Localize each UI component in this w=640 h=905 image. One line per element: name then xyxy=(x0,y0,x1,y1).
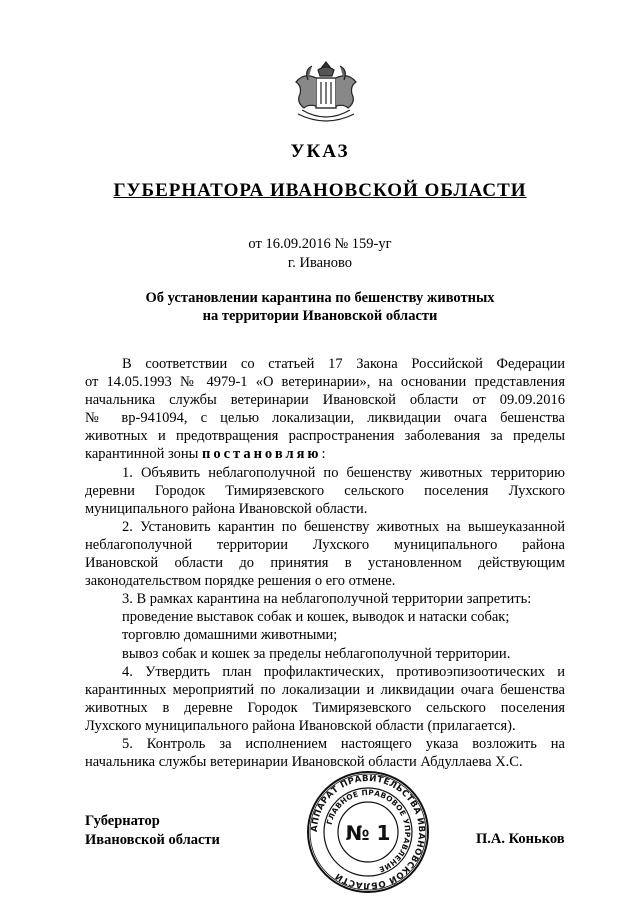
signatory-position xyxy=(85,812,220,850)
item-2-line: 2. Установить карантин по бешенству животных на вышеуказанной xyxy=(122,518,565,535)
document-city: г. Иваново xyxy=(287,255,353,271)
document-issuer: ГУБЕРНАТОРА ИВАНОВСКОЙ ОБЛАСТИ xyxy=(113,180,527,201)
preamble-line xyxy=(85,445,565,463)
item-4-line: животных в деревне Городок Тимирязевского сельского поселения xyxy=(85,699,565,716)
item-4-line: 4. Утвердить план профилактических, противоэпизоотических и xyxy=(122,663,565,680)
item-3-line: торговлю домашними животными; xyxy=(122,627,338,644)
preamble-colon: : xyxy=(321,446,326,463)
item-5-line: 5. Контроль за исполнением настоящего указа возложить на xyxy=(122,735,565,752)
item-3-line: 3. В рамках карантина на неблагополучной территории запретить: xyxy=(122,591,532,608)
document-date-number: от 16.09.2016 № 159-уг xyxy=(248,236,392,252)
item-3-line: проведение выставок собак и кошек, выводок и натаски собак; xyxy=(122,609,510,626)
signatory-region: Ивановской области xyxy=(85,832,220,848)
signatory-name: П.А. Коньков xyxy=(476,831,565,847)
stamp-inner-text: ГЛАВНОЕ ПРАВОВОЕ УПРАВЛЕНИЕ xyxy=(324,787,413,875)
preamble-line: от 14.05.1993 № 4979-1 «О ветеринарии», на основании представления xyxy=(85,374,565,391)
preamble-text: карантинной зоны xyxy=(85,446,202,463)
item-1-line: муниципального района Ивановской области. xyxy=(85,500,368,517)
official-stamp xyxy=(306,770,430,894)
preamble-line: животных и предотвращения распространения заболевания за пределы xyxy=(85,428,565,445)
item-3-line: вывоз собак и кошек за пределы неблагополучной территории. xyxy=(122,645,511,662)
item-1-line: 1. Объявить неблагополучной по бешенству животных территорию xyxy=(122,464,565,481)
subject-line: Об установлении карантина по бешенству животных xyxy=(145,290,495,306)
preamble-line: начальника службы ветеринарии Ивановской области от 09.09.2016 xyxy=(85,392,565,409)
stamp-number: № 1 xyxy=(345,821,391,845)
document-body xyxy=(85,355,565,771)
item-2-line: неблагополучной территории Лухского муниципального района xyxy=(85,536,565,553)
decree-keyword: постановляю xyxy=(201,446,322,463)
preamble-line: В соответствии со статьей 17 Закона Российской Федерации xyxy=(122,356,565,372)
item-1-line: деревни Городок Тимирязевского сельского поселения Лухского xyxy=(85,482,565,499)
item-2-line: Ивановской области до принятия в установленном действующим xyxy=(85,555,565,572)
item-2-line: законодательством порядке решения о его отмене. xyxy=(85,573,396,590)
item-5-line: начальника службы ветеринарии Ивановской области Абдуллаева Х.С. xyxy=(85,754,523,771)
signatory-title: Губернатор xyxy=(85,813,160,829)
stamp-outer-text: АППАРАТ ПРАВИТЕЛЬСТВА ИВАНОВСКОЙ ОБЛАСТИ xyxy=(309,773,427,891)
coat-of-arms-emblem xyxy=(288,58,364,126)
item-4-line: карантинных мероприятий по локализации и ликвидации очага бешенства xyxy=(85,681,565,698)
document-subject xyxy=(80,289,560,325)
subject-line: на территории Ивановской области xyxy=(202,308,438,324)
preamble-line: № вр-941094, с целью локализации, ликвидации очага бешенства xyxy=(85,410,565,427)
document-title: УКАЗ xyxy=(290,141,350,162)
item-4-line: Лухского муниципального района Ивановской области (прилагается). xyxy=(85,717,516,734)
